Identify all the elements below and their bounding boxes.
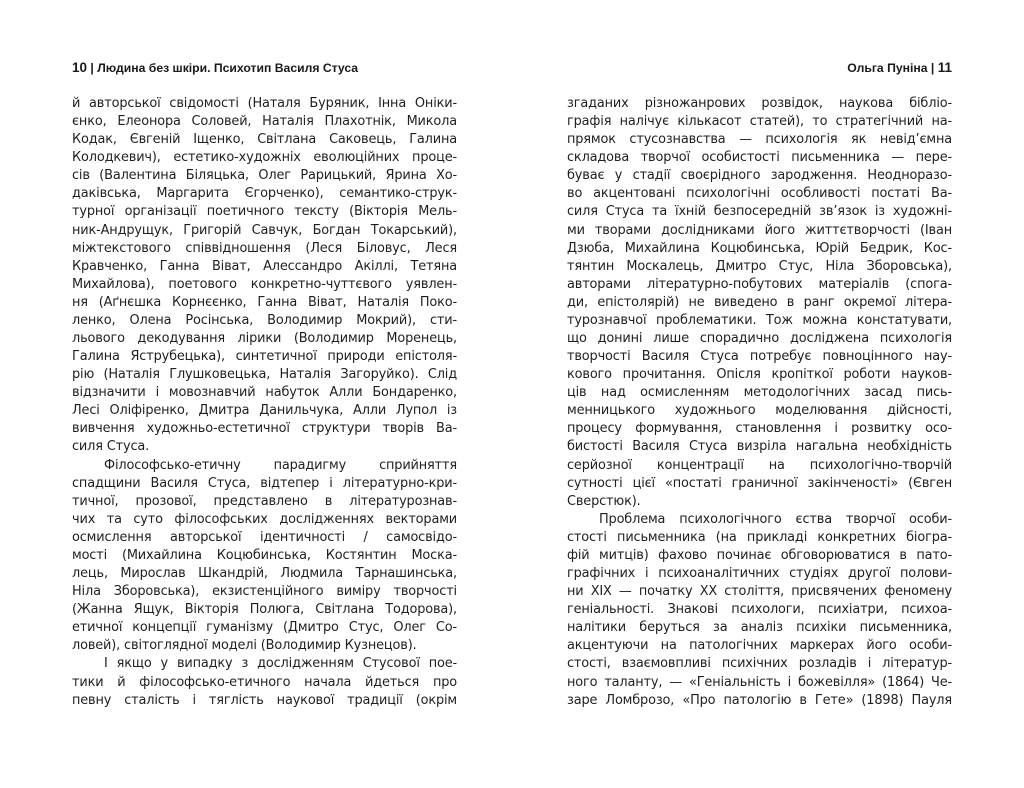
- text-line: мості (Михайлина Коцюбинська, Костянтин Моска-: [72, 547, 457, 563]
- text-line: міжтекстового співвідношення (Леся Біловус, Леся: [72, 240, 457, 256]
- text-line: турної організації поетичного тексту (Вікторія Мель-: [72, 204, 457, 220]
- text-line: Сверстюк).: [567, 493, 641, 509]
- right-body-text: [567, 95, 952, 710]
- text-line: спадщини Василя Стуса, відтепер і літературно-кри-: [72, 475, 457, 491]
- text-line: вивчення художньо-естетичної структури творів Ва-: [72, 421, 457, 437]
- text-line: ми творами дослідниками його життєтворчості (Іван: [567, 222, 952, 238]
- text-line: тики й філософсько-етичного начала йдеться про: [72, 674, 457, 690]
- text-line: геніальності. Знакові психологи, психіатри, психоа-: [567, 602, 952, 618]
- text-line: акцентуючи на патологічних маркерах його особи-: [567, 638, 952, 654]
- left-header-separator: |: [90, 61, 94, 75]
- text-line: лець, Мирослав Шкандрій, Людмила Тарнашинська,: [72, 566, 457, 582]
- right-header-separator: |: [930, 61, 935, 75]
- text-line: чих та суто філософських дослідженнях векторами: [72, 511, 457, 527]
- text-line: Лесі Оліфіренко, Дмитра Данильчука, Алли Лупол із: [72, 403, 457, 419]
- text-line: єнко, Елеонора Соловей, Наталія Плахотнік, Микола: [72, 114, 457, 130]
- text-line: авторами літературно-побутових матеріалів (спога-: [567, 276, 952, 292]
- text-line: ленко, Олена Росінська, Володимир Мокрий), сти-: [72, 312, 457, 328]
- text-line: льового декодування лірики (Володимир Моренець,: [72, 331, 457, 347]
- right-page: [512, 0, 1024, 788]
- text-line: (Жанна Ящук, Вікторія Полюга, Світлана Тодорова),: [72, 602, 457, 618]
- text-line: графічних і психоаналітичних студіях другої полови-: [567, 566, 952, 582]
- text-line: ди, епістолярій) не виведено в ранг окремої літера-: [567, 294, 952, 310]
- text-line: Галина Яструбецька), синтетичної природи епістоля-: [72, 349, 457, 365]
- text-line: Проблема психологічного єства творчої особи-: [599, 511, 952, 527]
- right-running-header: [847, 60, 952, 75]
- left-running-header: [72, 60, 358, 75]
- text-line: силя Стуса та їхній безпосередній зв’язок із художні-: [567, 204, 952, 220]
- text-line: бистості Василя Стуса визріла нагальна необхідність: [567, 439, 952, 455]
- text-line: даківська, Маргарита Єгорченко), семантико-струк-: [72, 186, 457, 202]
- text-line: й авторської свідомості (Наталя Буряник, Інна Оніки-: [72, 96, 457, 111]
- text-line: що донині лише спорадично досліджена психологія: [567, 331, 952, 347]
- text-line: ців над осмисленням методологічних засад пись-: [567, 385, 952, 401]
- text-line: сів (Валентина Біляцька, Олег Рарицький, Ярина Хо-: [72, 168, 457, 184]
- text-line: ня (Аґнєшка Корнєєнко, Ганна Віват, Наталія Поко-: [72, 294, 457, 310]
- text-line: творчості Василя Стуса потребує повноцінного нау-: [567, 349, 952, 365]
- text-line: Кодак, Євгеній Іщенко, Світлана Саковець, Галина: [72, 132, 457, 148]
- text-line: згаданих різножанрових розвідок, наукова бібліо-: [567, 96, 952, 111]
- text-line: певну сталість і тяглість наукової традиції (окрім: [72, 692, 457, 708]
- text-line: графія налічує кількасот статей), то стратегічний на-: [567, 114, 952, 130]
- text-line: рію (Наталія Глушковецька, Наталія Загоруйко). Слід: [72, 367, 457, 383]
- text-line: силя Стуса.: [72, 439, 150, 455]
- left-body-text: [72, 95, 457, 710]
- text-line: серйозної концентрації на психологічно-творчій: [567, 457, 952, 473]
- text-line: прямок стусознавства — психологія як невід’ємна: [567, 132, 952, 148]
- text-line: Філософсько-етичну парадигму сприйняття: [104, 457, 457, 473]
- text-line: буває у стадії своєрідного зародження. Неодноразо-: [567, 168, 952, 184]
- text-line: І якщо у випадку з дослідженням Стусової пое-: [104, 656, 457, 672]
- text-line: Колодкевич), естетико-художніх еволюційних проце-: [72, 150, 457, 166]
- text-line: во акцентовані психологічні особливості постаті Ва-: [567, 186, 952, 202]
- text-line: Кравченко, Ганна Віват, Алессандро Акіллі, Тетяна: [72, 258, 457, 274]
- text-line: стості письменника (на прикладі конкретних біогра-: [567, 529, 952, 545]
- text-line: Ніла Зборовська), екзистенційного виміру творчості: [72, 584, 457, 600]
- text-line: фій митців) фахово починає обговорюватися в пато-: [567, 547, 952, 563]
- text-line: складова творчої особистості письменника — пере-: [567, 150, 952, 166]
- text-line: тичної, прозової, представлено в літературознав-: [72, 493, 457, 509]
- text-line: кового прочитання. Опісля кропіткої роботи науков-: [567, 367, 952, 383]
- text-line: стості, взаємовпливі психічних розладів і літератур-: [567, 656, 952, 672]
- text-line: турознавчої проблематики. Тож можна констатувати,: [567, 312, 952, 328]
- text-line: сутності цієї «постаті граничної закінченості» (Євген: [567, 475, 952, 491]
- text-line: Дзюба, Михайлина Коцюбинська, Юрій Бедрик, Кос-: [567, 240, 952, 256]
- text-line: налітики беруться за аналіз психіки письменника,: [567, 620, 952, 636]
- text-line: процесу формування, становлення і розвитку осо-: [567, 421, 952, 437]
- text-line: тянтин Москалець, Дмитро Стус, Ніла Зборовська),: [567, 258, 952, 274]
- text-line: менницького художнього моделювання дійсності,: [567, 403, 952, 419]
- text-line: ни XIX — початку XX століття, присвячених феномену: [567, 584, 952, 600]
- text-line: Михайлова), поетового конкретно-чуттєвого уявлен-: [72, 276, 457, 292]
- right-page-number: 11: [937, 60, 952, 75]
- text-line: ник-Андрущук, Григорій Савчук, Богдан Токарський),: [72, 222, 457, 238]
- left-running-title: Людина без шкіри. Психотип Василя Стуса: [97, 61, 359, 75]
- left-page-number: 10: [72, 60, 88, 75]
- text-line: відзначити і мовознавчий набуток Алли Бондаренко,: [72, 385, 457, 401]
- text-line: етичної концепції гуманізму (Дмитро Стус, Олег Со-: [72, 620, 457, 636]
- right-running-title: Ольга Пуніна: [847, 61, 928, 75]
- text-line: ного таланту, — «Геніальність і божевілля» (1864) Че-: [567, 674, 952, 690]
- text-line: ловей), світоглядної моделі (Володимир Кузнецов).: [72, 638, 417, 654]
- text-line: осмислення авторської ідентичності / самосвідо-: [72, 529, 457, 545]
- text-line: заре Ломброзо, «Про патологію в Гете» (1898) Пауля: [567, 692, 952, 708]
